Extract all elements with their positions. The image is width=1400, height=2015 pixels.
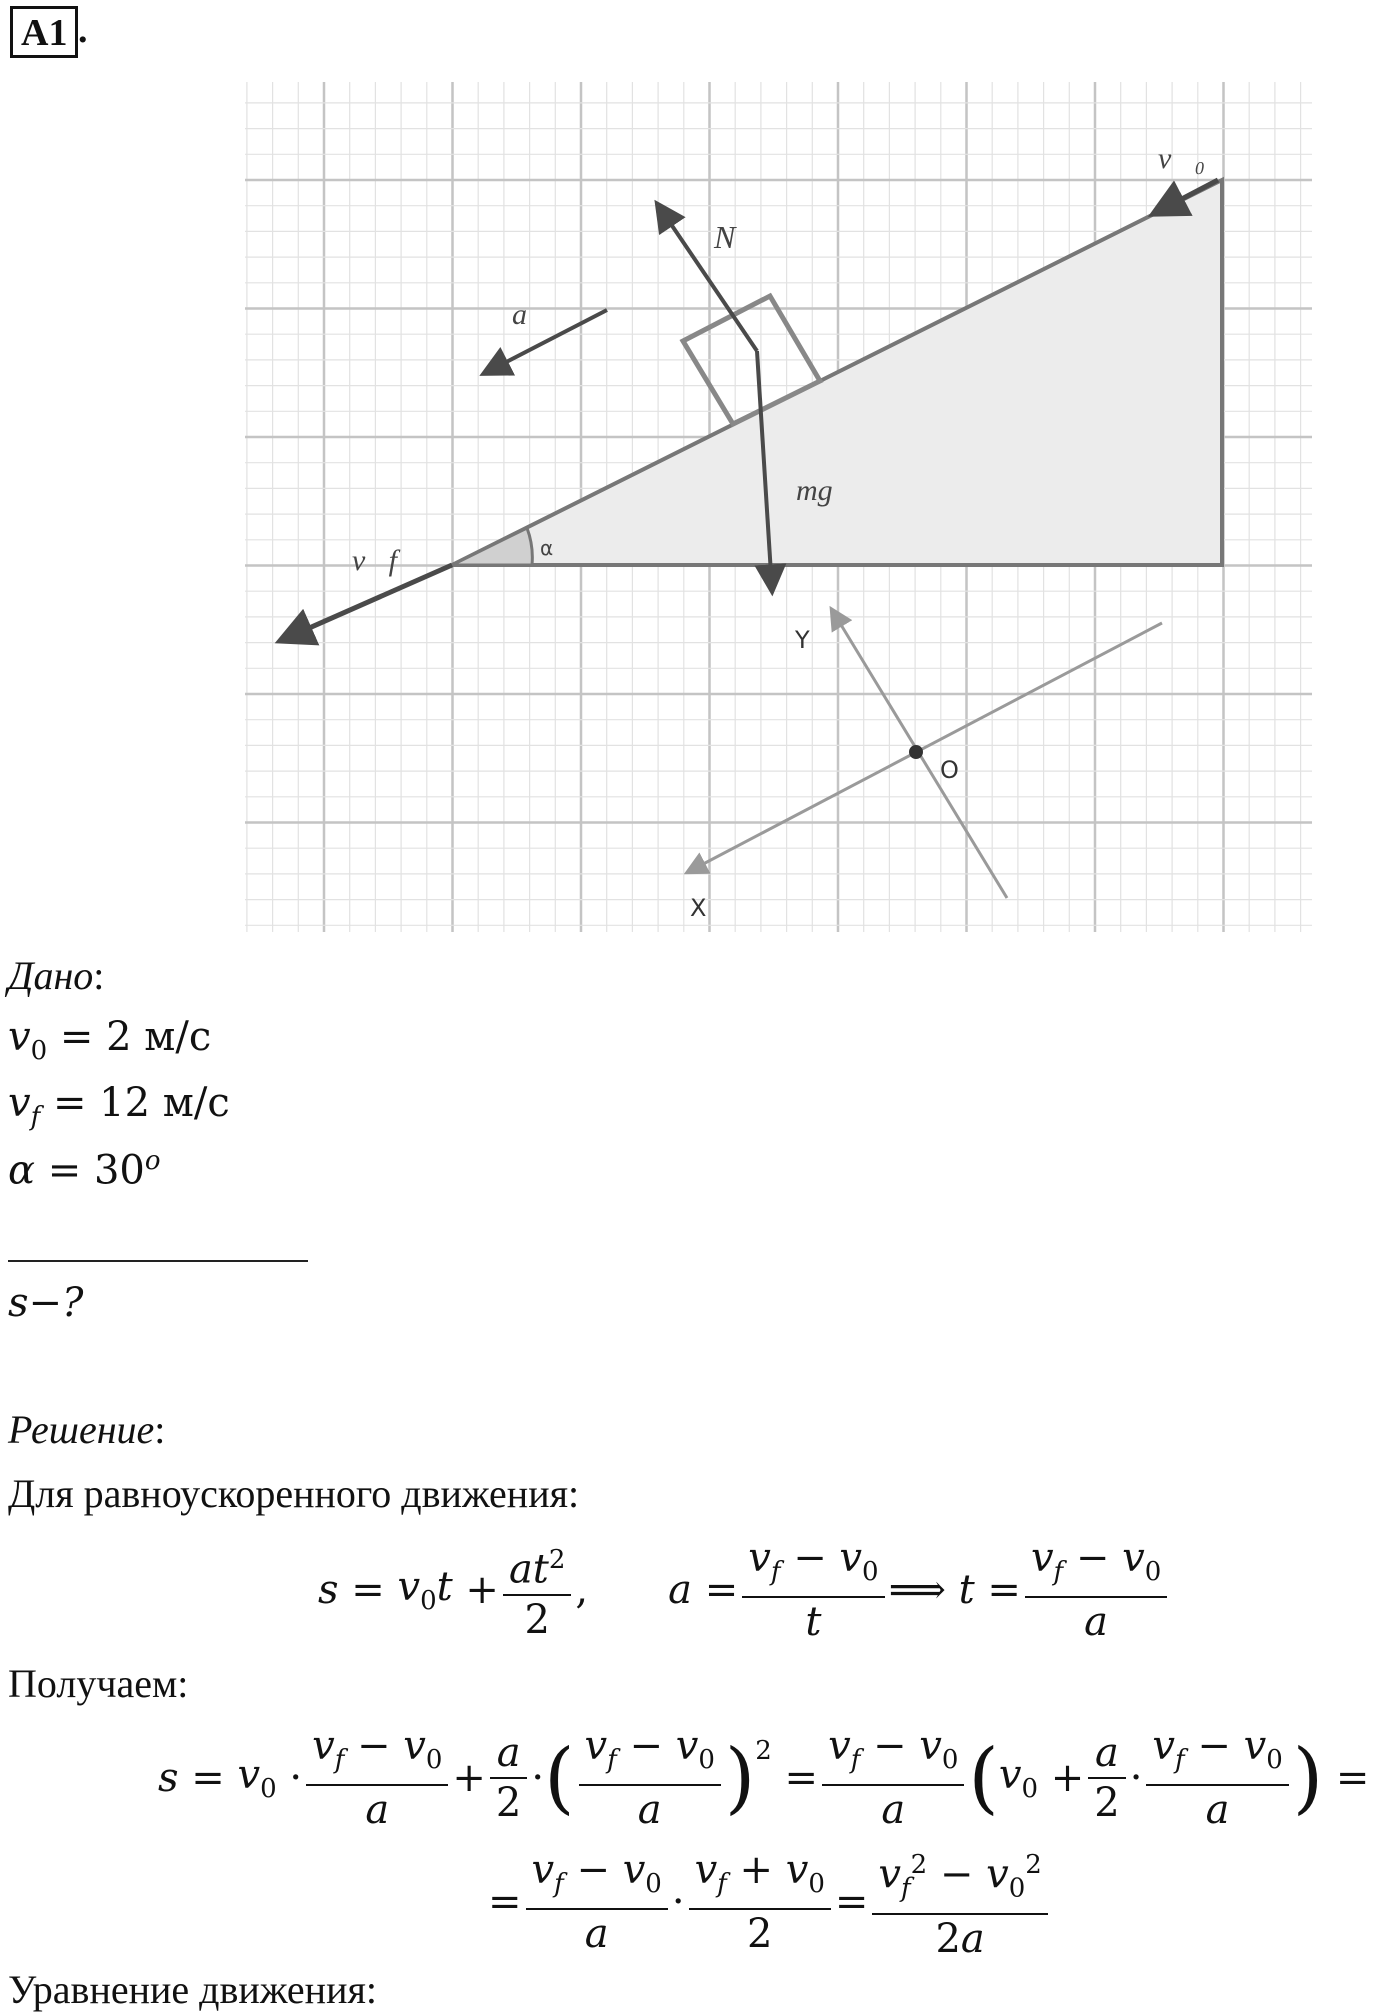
y-axis-label: Y (795, 626, 810, 654)
solution-line-uniform-motion: Для равноускоренного движения: (8, 1471, 580, 1516)
formula-derivation-1: s = $v_0$ · $\frac{v_f - v_0}{a}$ + $\frac{a}{2}$ · ( $\frac{v_f - v_0}{a}$ ) $^2$ = $\frac{v_f - v_0}{a}$ ( $v_0$ + $\frac{a}{2}$ · $\frac{v_f - v_0}{a}$ ) = (158, 1723, 1370, 1833)
problem-label: A1 (10, 6, 78, 58)
alpha-label: α (540, 536, 554, 560)
solution-line-equation-of-motion: Уравнение движения: (8, 1967, 378, 2012)
x-axis (688, 623, 1162, 872)
problem-label-dot: . (78, 9, 88, 51)
angle-arc (452, 528, 532, 565)
given-v0: $v_0 = 2$ м/с (8, 1014, 212, 1066)
given-alpha: $\alpha = 30^o$ (8, 1146, 161, 1194)
formula-kinematics: s = $v_0t$ + $\frac{at^2}{2}$ , a = $\frac{v_f - v_0}{t}$ ⟹ t = $\frac{v_f - v_0}{a}$ (318, 1530, 1171, 1650)
formula-derivation-2: = $\frac{v_f - v_0}{a}$ · $\frac{v_f + v_0}{2}$ = $\frac{v_f^2 - v_0^2}{2a}$ (488, 1842, 1052, 1962)
incline-figure (0, 0, 1400, 940)
given-vf: $v_f = 12$ м/с (8, 1080, 230, 1132)
v0-label: v⃗₀ (1158, 142, 1206, 175)
acceleration-label: a⃗ (512, 298, 551, 331)
x-axis-label: X (690, 894, 707, 922)
normal-label: N⃗ (714, 219, 761, 255)
origin-point (909, 745, 923, 759)
given-heading: Дано: (8, 953, 105, 998)
solution-line-obtain: Получаем: (8, 1661, 189, 1706)
find-target: s−? (8, 1280, 84, 1326)
origin-label: O (940, 756, 959, 784)
given-divider (8, 1260, 308, 1262)
vf-label: v⃗f (352, 544, 397, 577)
solution-heading: Решение: (8, 1407, 166, 1452)
gravity-label: mg⃗ (796, 474, 856, 507)
